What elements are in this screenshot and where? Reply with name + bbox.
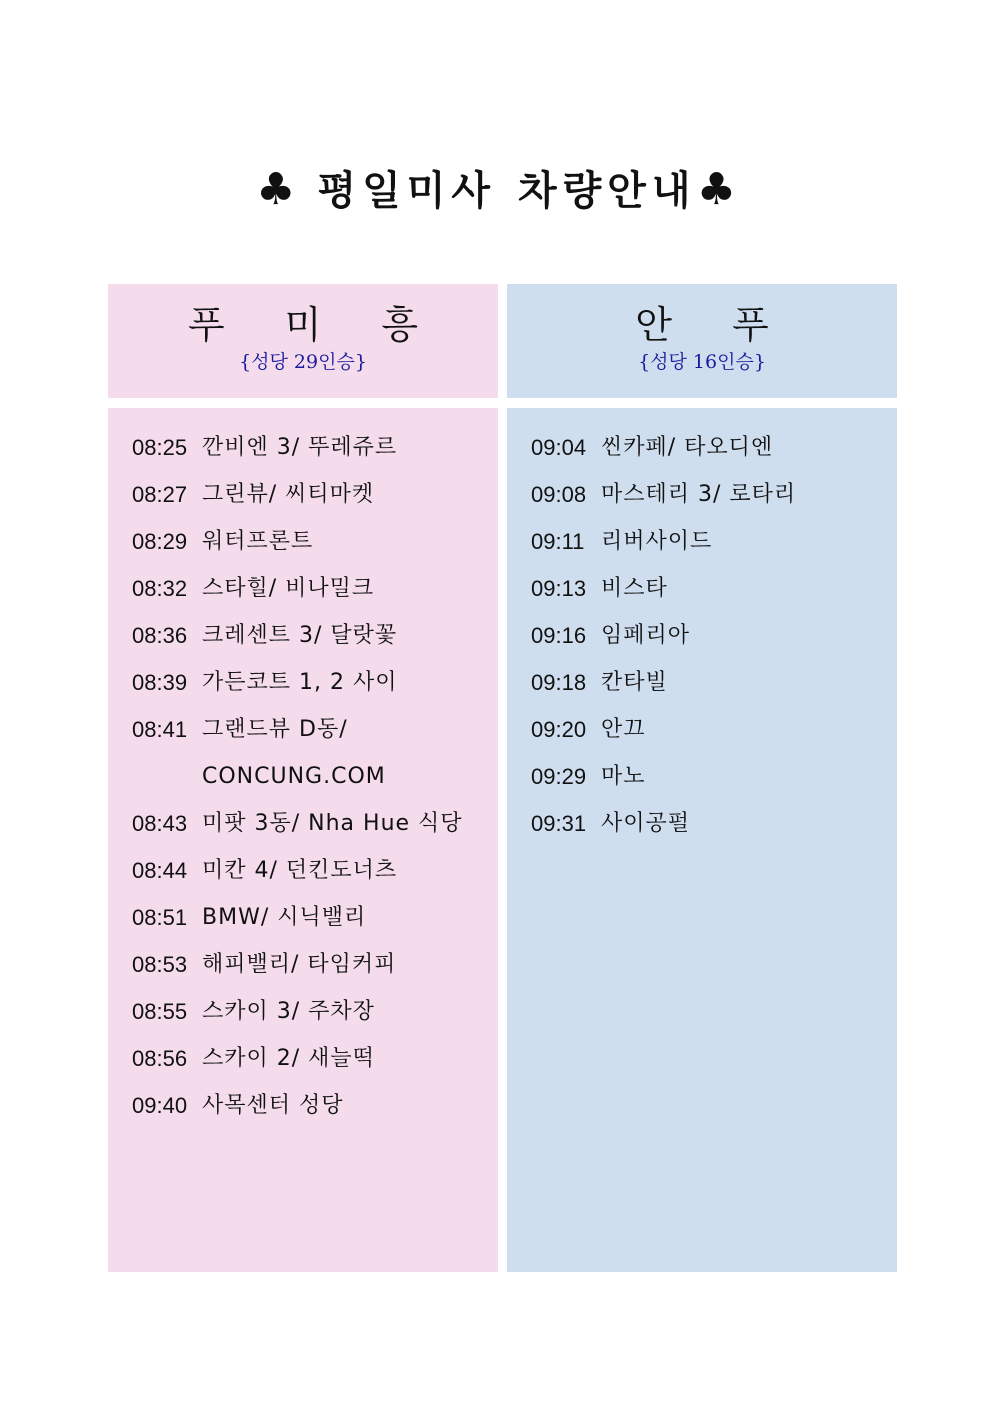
stop-place: 미칸 4/ 던킨도너츠 [202,858,398,883]
stop-place: 마스테리 3/ 로타리 [601,482,797,507]
stop-place: 사목센터 성당 [202,1093,344,1118]
stop-time: 08:29 [132,529,188,554]
stop-time: 09:29 [531,764,587,789]
list-item [132,1082,498,1129]
stop-place: 깐비엔 3/ 뚜레쥬르 [202,435,398,460]
stop-place [202,706,386,800]
stop-place: 가든코트 1, 2 사이 [202,670,398,695]
stop-place: 크레센트 3/ 달랏꽃 [202,623,398,648]
list-item [132,565,498,612]
stop-place: 칸타빌 [601,670,668,695]
stop-time: 08:44 [132,858,188,883]
stop-place: 씬카페/ 타오디엔 [601,435,774,460]
club-icon: ♣ [255,164,296,215]
stop-place: 마노 [601,764,646,789]
stop-place: 스카이 3/ 주차장 [202,999,375,1024]
stop-list [507,408,897,847]
stop-place: BMW/ 시닉밸리 [202,905,367,930]
list-item [132,941,498,988]
list-item [531,518,897,565]
route-vehicle-caption: {성당 29인승} [239,351,367,373]
list-item [531,424,897,471]
stop-time: 09:11 [531,529,585,554]
list-item [531,612,897,659]
title-text-a: 평일미사 [317,167,496,214]
stop-time: 09:18 [531,670,587,695]
stop-time: 08:25 [132,435,188,460]
route-stops-an-phu [507,408,897,1272]
stop-time: 08:27 [132,482,188,507]
list-item [132,847,498,894]
stop-place: 비스타 [601,576,668,601]
list-item [531,659,897,706]
stop-place: 사이공펄 [601,811,691,836]
list-item [132,706,498,800]
stop-time: 08:55 [132,999,188,1024]
list-item [132,424,498,471]
stop-time: 09:31 [531,811,587,836]
route-name: 안 푸 [635,303,793,347]
list-item [531,706,897,753]
stop-time: 08:36 [132,623,188,648]
list-item [132,471,498,518]
stop-place: 그린뷰/ 씨티마켓 [202,482,375,507]
stop-time: 09:04 [531,435,587,460]
list-item [531,471,897,518]
stop-time: 09:13 [531,576,587,601]
stop-time: 08:56 [132,1046,188,1071]
route-header-an-phu [507,284,897,398]
page-title [0,160,992,221]
stop-time: 08:39 [132,670,188,695]
stop-place: 스타힐/ 비나밀크 [202,576,375,601]
list-item [531,753,897,800]
stop-time: 09:20 [531,717,587,742]
list-item [132,894,498,941]
list-item [132,518,498,565]
list-item [132,612,498,659]
stop-place: 안끄 [601,717,646,742]
stop-place-line-1: 그랜드뷰 D동/ [202,717,348,742]
stop-time: 08:51 [132,905,188,930]
stop-time: 08:32 [132,576,188,601]
list-item [132,800,498,847]
stop-place-line-2: CONCUNG.COM [202,764,386,789]
list-item [132,1035,498,1082]
stop-place: 리버사이드 [601,529,713,554]
title-text-b: 차량안내 [518,167,697,214]
list-item [531,800,897,847]
stop-list [108,408,498,1129]
stop-place: 워터프론트 [202,529,314,554]
stop-time: 09:40 [132,1093,188,1118]
stop-time: 09:08 [531,482,587,507]
stop-time: 09:16 [531,623,587,648]
stop-place: 미팟 3동/ Nha Hue 식당 [202,811,463,836]
list-item [132,659,498,706]
stop-time: 08:43 [132,811,188,836]
route-stops-phu-my-hung [108,408,498,1272]
list-item [531,565,897,612]
stop-time: 08:41 [132,717,188,742]
list-item [132,988,498,1035]
route-name: 푸 미 흥 [187,303,443,347]
stop-place: 스카이 2/ 새늘떡 [202,1046,375,1071]
stop-place: 임페리아 [601,623,691,648]
route-vehicle-caption: {성당 16인승} [638,351,766,373]
club-icon: ♣ [696,164,737,215]
stop-place: 해피밸리/ 타임커피 [202,952,397,977]
route-header-phu-my-hung [108,284,498,398]
stop-time: 08:53 [132,952,188,977]
